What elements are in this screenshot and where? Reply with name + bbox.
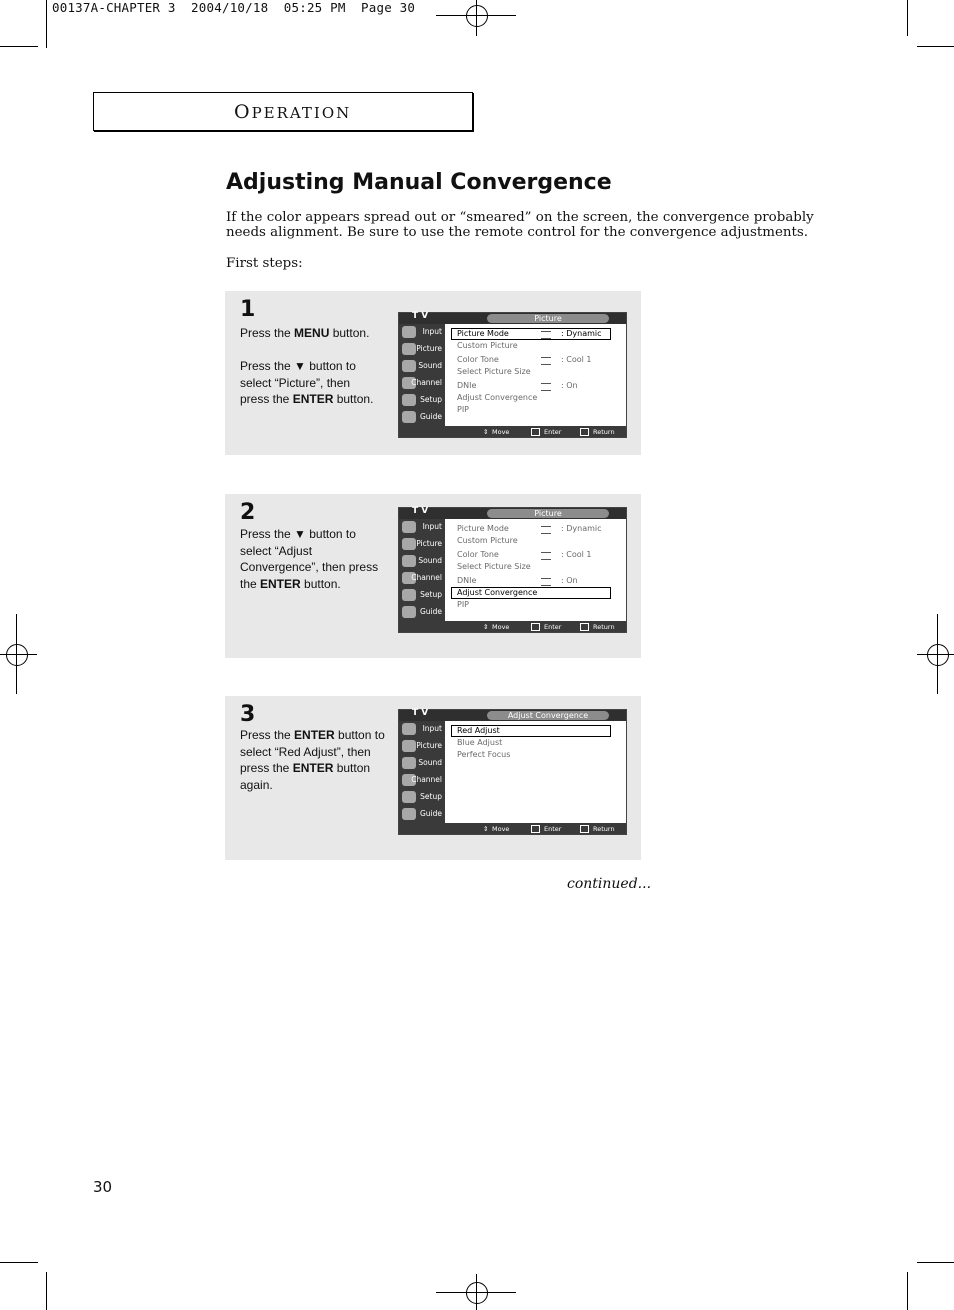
osd-menu-item: Blue Adjust bbox=[457, 738, 503, 747]
osd-footer: ⇕ Move Enter Return bbox=[399, 823, 626, 834]
step-number: 2 bbox=[240, 500, 256, 525]
osd-sidebar-item: Setup bbox=[399, 789, 445, 806]
return-icon bbox=[580, 428, 589, 436]
tv-menu-screen bbox=[398, 507, 627, 633]
menu-category-icon bbox=[402, 411, 416, 423]
osd-source-label: T V bbox=[412, 506, 429, 516]
tv-menu-screen bbox=[398, 312, 627, 438]
osd-sidebar-item: Picture bbox=[399, 536, 445, 553]
enter-icon bbox=[531, 825, 540, 833]
osd-menu-title: Adjust Convergence bbox=[487, 711, 609, 720]
instruction-line: press the ENTER button bbox=[240, 761, 371, 776]
step-3 bbox=[225, 696, 641, 860]
step-instructions bbox=[240, 727, 390, 793]
instruction-line: Press the ENTER button to bbox=[240, 728, 385, 742]
menu-category-icon bbox=[402, 538, 416, 550]
osd-menu-item: Picture Mode : Dynamic bbox=[457, 329, 602, 338]
enter-icon bbox=[531, 428, 540, 436]
osd-sidebar-item: Input bbox=[399, 324, 445, 341]
page-number: 30 bbox=[93, 1178, 113, 1196]
osd-menu-item: Adjust Convergence bbox=[457, 588, 538, 597]
osd-sidebar-item: Guide bbox=[399, 409, 445, 426]
osd-sidebar-item: Setup bbox=[399, 392, 445, 409]
osd-menu-item: PIP bbox=[457, 405, 470, 414]
osd-sidebar-item: Channel bbox=[399, 375, 445, 392]
osd-menu-title: Picture bbox=[487, 314, 609, 323]
osd-sidebar-item: Sound bbox=[399, 553, 445, 570]
osd-menu-item: Perfect Focus bbox=[457, 750, 511, 759]
instruction-line: Convergence”, then press bbox=[240, 560, 379, 575]
instruction-line: press the ENTER button. bbox=[240, 392, 374, 407]
step-1 bbox=[225, 291, 641, 455]
osd-footer: ⇕ Move Enter Return bbox=[399, 621, 626, 632]
osd-menu-item: Adjust Convergence bbox=[457, 393, 538, 402]
osd-menu-item: Color Tone : Cool 1 bbox=[457, 550, 592, 559]
osd-sidebar-item: Sound bbox=[399, 755, 445, 772]
menu-category-icon bbox=[402, 326, 416, 338]
osd-menu-item: Custom Picture bbox=[457, 536, 518, 545]
step-number: 1 bbox=[240, 297, 256, 322]
setting-icon bbox=[541, 331, 551, 339]
setting-icon bbox=[541, 383, 551, 391]
osd-header bbox=[399, 313, 626, 324]
instruction-line bbox=[240, 342, 390, 359]
instruction-line: Press the ▼ button to bbox=[240, 527, 356, 541]
instruction-line: again. bbox=[240, 777, 273, 792]
osd-menu-item: Custom Picture bbox=[457, 341, 518, 350]
osd-sidebar bbox=[399, 519, 445, 621]
osd-menu-item: DNIe : On bbox=[457, 381, 578, 390]
section-header bbox=[93, 92, 473, 131]
instruction-line: Press the MENU button. bbox=[240, 326, 370, 340]
osd-sidebar-item: Guide bbox=[399, 604, 445, 621]
osd-menu-item: Picture Mode : Dynamic bbox=[457, 524, 602, 533]
osd-sidebar-item: Guide bbox=[399, 806, 445, 823]
menu-category-icon bbox=[402, 343, 416, 355]
osd-sidebar-item: Picture bbox=[399, 738, 445, 755]
osd-menu-title: Picture bbox=[487, 509, 609, 518]
osd-menu-item: PIP bbox=[457, 600, 470, 609]
continued-note: continued... bbox=[567, 876, 652, 892]
menu-category-icon bbox=[402, 606, 416, 618]
menu-category-icon bbox=[402, 521, 416, 533]
intro-paragraph: If the color appears spread out or “smeared” on the screen, the convergence probably needs alignment. Be sure to use the remote control for the convergence adjustments. bbox=[226, 210, 814, 240]
step-instructions bbox=[240, 325, 390, 408]
instruction-line: the ENTER button. bbox=[240, 576, 341, 591]
first-steps-label: First steps: bbox=[226, 256, 303, 271]
osd-menu-item: Select Picture Size bbox=[457, 367, 531, 376]
instruction-line: select “Picture”, then bbox=[240, 375, 351, 390]
section-title: OPERATION bbox=[234, 101, 352, 123]
menu-category-icon bbox=[402, 740, 416, 752]
menu-category-icon bbox=[402, 757, 416, 769]
tv-menu-screen bbox=[398, 709, 627, 835]
step-number: 3 bbox=[240, 702, 256, 727]
step-instructions bbox=[240, 526, 390, 592]
instruction-line: select “Adjust bbox=[240, 543, 313, 558]
menu-category-icon bbox=[402, 555, 416, 567]
osd-menu-item: Red Adjust bbox=[457, 726, 500, 735]
osd-menu-item: Color Tone : Cool 1 bbox=[457, 355, 592, 364]
osd-header bbox=[399, 710, 626, 721]
osd-menu-item: Select Picture Size bbox=[457, 562, 531, 571]
return-icon bbox=[580, 825, 589, 833]
osd-sidebar-item: Sound bbox=[399, 358, 445, 375]
menu-category-icon bbox=[402, 360, 416, 372]
osd-sidebar bbox=[399, 324, 445, 426]
setting-icon bbox=[541, 552, 551, 560]
osd-sidebar-item: Input bbox=[399, 519, 445, 536]
move-icon: ⇕ bbox=[483, 623, 489, 631]
menu-category-icon bbox=[402, 589, 416, 601]
instruction-line: select “Red Adjust”, then bbox=[240, 744, 371, 759]
osd-sidebar-item: Picture bbox=[399, 341, 445, 358]
move-icon: ⇕ bbox=[483, 825, 489, 833]
menu-category-icon bbox=[402, 394, 416, 406]
return-icon bbox=[580, 623, 589, 631]
osd-footer: ⇕ Move Enter Return bbox=[399, 426, 626, 437]
step-2 bbox=[225, 494, 641, 658]
osd-sidebar-item: Channel bbox=[399, 772, 445, 789]
enter-icon bbox=[531, 623, 540, 631]
osd-sidebar bbox=[399, 721, 445, 823]
osd-menu-item: DNIe : On bbox=[457, 576, 578, 585]
setting-icon bbox=[541, 357, 551, 365]
osd-sidebar-item: Channel bbox=[399, 570, 445, 587]
menu-category-icon bbox=[402, 808, 416, 820]
instruction-line: Press the ▼ button to bbox=[240, 359, 356, 374]
menu-category-icon bbox=[402, 723, 416, 735]
osd-sidebar-item: Setup bbox=[399, 587, 445, 604]
setting-icon bbox=[541, 578, 551, 586]
osd-sidebar-item: Input bbox=[399, 721, 445, 738]
move-icon: ⇕ bbox=[483, 428, 489, 436]
osd-header bbox=[399, 508, 626, 519]
setting-icon bbox=[541, 526, 551, 534]
print-slug: 00137A-CHAPTER 3 2004/10/18 05:25 PM Page 30 bbox=[52, 0, 416, 15]
menu-category-icon bbox=[402, 791, 416, 803]
osd-source-label: T V bbox=[412, 708, 429, 718]
page-title: Adjusting Manual Convergence bbox=[226, 170, 612, 195]
osd-source-label: T V bbox=[412, 311, 429, 321]
